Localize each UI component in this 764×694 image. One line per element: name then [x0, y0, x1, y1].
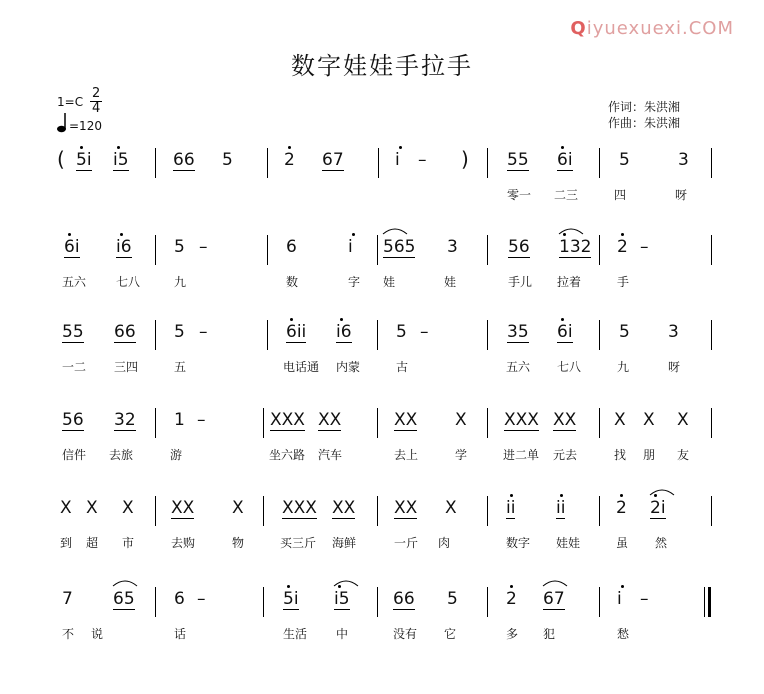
repeat-parenthesis: )	[461, 147, 469, 171]
note: 66	[393, 589, 415, 609]
note: 2	[284, 150, 295, 170]
lyric: 古	[396, 360, 409, 374]
bar-line	[599, 496, 600, 526]
note: 6	[286, 237, 297, 257]
octave-dot	[561, 146, 564, 149]
note: X	[122, 498, 134, 518]
octave-dot	[399, 146, 402, 149]
lyric: 一斤	[394, 536, 419, 550]
bar-line	[711, 496, 712, 526]
note: X	[445, 498, 457, 518]
octave-dot	[560, 494, 563, 497]
note: XX	[394, 498, 418, 518]
lyric: 中	[336, 627, 349, 641]
bar-line	[711, 408, 712, 438]
note: 132	[559, 237, 592, 257]
note: 5i	[283, 589, 299, 609]
bar-line	[711, 148, 712, 178]
note: 5i	[76, 150, 92, 170]
octave-dot	[68, 233, 71, 236]
time-signature-top: 2	[92, 86, 101, 101]
note: 67	[322, 150, 344, 170]
lyric: 呀	[668, 360, 681, 374]
octave-dot	[288, 146, 291, 149]
bar-line	[263, 587, 264, 617]
lyric: 游	[170, 448, 183, 462]
note: XX	[318, 410, 342, 430]
lyric: 去旅	[109, 448, 134, 462]
lyric: 五六	[62, 275, 87, 289]
lyric: 买三斤	[280, 536, 317, 550]
note: XX	[171, 498, 195, 518]
lyric: 海鲜	[332, 536, 357, 550]
slur-arc	[648, 486, 676, 496]
lyric: 说	[91, 627, 104, 641]
lyric: 内蒙	[336, 360, 361, 374]
bar-line	[487, 587, 488, 617]
bar-line	[155, 235, 156, 265]
lyric: 电话通	[283, 360, 320, 374]
lyric: 物	[232, 536, 245, 550]
lyric: 生活	[283, 627, 308, 641]
lyric: 找	[614, 448, 627, 462]
note: X	[455, 410, 467, 430]
lyric: 话	[174, 627, 187, 641]
lyric: 呀	[675, 188, 688, 202]
bar-line	[487, 320, 488, 350]
lyric: 娃	[383, 275, 396, 289]
octave-dot	[340, 318, 343, 321]
lyric: 数	[286, 275, 299, 289]
slur-arc	[557, 225, 585, 235]
tempo-marking: =120	[69, 119, 102, 133]
lyric: 到	[60, 536, 73, 550]
note: 2i	[650, 498, 666, 518]
lyric: 市	[122, 536, 135, 550]
lyric: 多	[506, 627, 519, 641]
composer: 作曲：朱洪湘	[608, 116, 681, 130]
note: 5	[619, 150, 630, 170]
lyric: 手儿	[508, 275, 533, 289]
note: –	[640, 589, 649, 609]
note: XX	[553, 410, 577, 430]
bar-line	[155, 496, 156, 526]
lyric: 零一	[507, 188, 532, 202]
note: XXX	[270, 410, 305, 430]
lyric: 七八	[116, 275, 141, 289]
note: 7	[62, 589, 73, 609]
note: ii	[506, 498, 516, 518]
bar-line	[267, 235, 268, 265]
note: i	[348, 237, 353, 257]
note: XXX	[504, 410, 539, 430]
note: 6	[174, 589, 185, 609]
lyric: 娃	[444, 275, 457, 289]
note: 5	[396, 322, 407, 342]
note: i6	[336, 322, 352, 342]
octave-dot	[621, 233, 624, 236]
lyric: 三四	[114, 360, 139, 374]
note: i5	[334, 589, 350, 609]
note: –	[420, 322, 429, 342]
octave-dot	[510, 494, 513, 497]
quarter-note-icon	[56, 112, 70, 138]
note: 6i	[64, 237, 80, 257]
bar-line	[599, 148, 600, 178]
lyric: 手	[617, 275, 630, 289]
octave-dot	[620, 494, 623, 497]
bar-line	[487, 235, 488, 265]
octave-dot	[80, 146, 83, 149]
time-signature-bottom: 4	[92, 101, 101, 116]
note: –	[197, 410, 206, 430]
lyric: 四	[614, 188, 627, 202]
site-watermark: Qiyuexuexi.COM	[570, 18, 734, 39]
bar-line	[263, 408, 264, 438]
bar-line	[377, 320, 378, 350]
credits	[608, 99, 680, 131]
lyric: 九	[174, 275, 187, 289]
octave-dot	[510, 585, 513, 588]
note: 5	[174, 237, 185, 257]
bar-line	[487, 408, 488, 438]
lyric: 字	[348, 275, 361, 289]
note: 6ii	[286, 322, 307, 342]
note: 3	[668, 322, 679, 342]
note: 5	[174, 322, 185, 342]
lyric: 肉	[438, 536, 451, 550]
lyric: 二三	[554, 188, 579, 202]
bar-line	[377, 587, 378, 617]
octave-dot	[120, 233, 123, 236]
note: –	[418, 150, 427, 170]
octave-dot	[621, 585, 624, 588]
lyric: 九	[617, 360, 630, 374]
note: 2	[506, 589, 517, 609]
bar-line	[155, 587, 156, 617]
lyric: 坐六路	[269, 448, 306, 462]
note: X	[60, 498, 72, 518]
note: 5	[222, 150, 233, 170]
octave-dot	[290, 318, 293, 321]
bar-line	[487, 148, 488, 178]
bar-line	[377, 496, 378, 526]
lyric: 不	[62, 627, 75, 641]
note: XX	[332, 498, 356, 518]
octave-dot	[561, 318, 564, 321]
note: 6i	[557, 322, 573, 342]
bar-line	[267, 320, 268, 350]
lyric: 没有	[393, 627, 418, 641]
note: XX	[394, 410, 418, 430]
note: i	[617, 589, 622, 609]
note: 56	[62, 410, 84, 430]
lyric: 五	[174, 360, 187, 374]
key-signature: 1=C	[57, 95, 84, 109]
note: 3	[447, 237, 458, 257]
octave-dot	[117, 146, 120, 149]
note: 55	[62, 322, 84, 342]
lyric: 去上	[394, 448, 419, 462]
slur-arc	[332, 577, 360, 587]
bar-line	[711, 320, 712, 350]
bar-line	[378, 148, 379, 178]
bar-line	[155, 320, 156, 350]
bar-line	[711, 235, 712, 265]
note: 66	[114, 322, 136, 342]
bar-line	[599, 587, 600, 617]
note: 5	[619, 322, 630, 342]
lyric: 汽车	[318, 448, 343, 462]
slur-arc	[541, 577, 569, 587]
lyric: 愁	[617, 627, 630, 641]
repeat-parenthesis: (	[57, 147, 65, 171]
final-bar-line	[704, 587, 705, 617]
lyric: 元去	[553, 448, 578, 462]
bar-line	[377, 408, 378, 438]
note: X	[677, 410, 689, 430]
note: 55	[507, 150, 529, 170]
bar-line	[263, 496, 264, 526]
bar-line	[155, 148, 156, 178]
note: 32	[114, 410, 136, 430]
note: 1	[174, 410, 185, 430]
lyric: 友	[677, 448, 690, 462]
lyric: 进二单	[503, 448, 540, 462]
note: i	[395, 150, 400, 170]
note: 67	[543, 589, 565, 609]
octave-dot	[338, 585, 341, 588]
note: i5	[113, 150, 129, 170]
note: –	[199, 237, 208, 257]
octave-dot	[563, 233, 566, 236]
bar-line	[599, 320, 600, 350]
note: 2	[616, 498, 627, 518]
lyric: 娃娃	[556, 536, 581, 550]
lyric: 五六	[506, 360, 531, 374]
lyric: 它	[444, 627, 457, 641]
note: i6	[116, 237, 132, 257]
bar-line	[267, 148, 268, 178]
lyric: 超	[86, 536, 99, 550]
note: 565	[383, 237, 416, 257]
note: –	[640, 237, 649, 257]
note: X	[643, 410, 655, 430]
lyric: 信件	[62, 448, 87, 462]
bar-line	[599, 408, 600, 438]
bar-line	[155, 408, 156, 438]
note: ii	[556, 498, 566, 518]
lyric: 犯	[543, 627, 556, 641]
note: 5	[447, 589, 458, 609]
bar-line	[599, 235, 600, 265]
slur-arc	[111, 577, 139, 587]
bar-line	[708, 587, 711, 617]
note: –	[197, 589, 206, 609]
bar-line	[377, 235, 378, 265]
lyric: 七八	[557, 360, 582, 374]
note: 3	[678, 150, 689, 170]
lyric: 去购	[171, 536, 196, 550]
lyric: 学	[455, 448, 468, 462]
note: 65	[113, 589, 135, 609]
note: 2	[617, 237, 628, 257]
note: X	[614, 410, 626, 430]
lyricist: 作词：朱洪湘	[608, 100, 681, 114]
lyric: 拉着	[557, 275, 582, 289]
note: 35	[507, 322, 529, 342]
octave-dot	[287, 585, 290, 588]
lyric: 朋	[643, 448, 656, 462]
lyric: 一二	[62, 360, 87, 374]
note: X	[86, 498, 98, 518]
lyric: 数字	[506, 536, 531, 550]
lyric: 虽	[616, 536, 629, 550]
octave-dot	[352, 233, 355, 236]
lyric: 然	[655, 536, 668, 550]
note: XXX	[282, 498, 317, 518]
bar-line	[487, 496, 488, 526]
song-title: 数字娃娃手拉手	[291, 52, 473, 80]
note: –	[199, 322, 208, 342]
note: 66	[173, 150, 195, 170]
note: 6i	[557, 150, 573, 170]
note: 56	[508, 237, 530, 257]
note: X	[232, 498, 244, 518]
slur-arc	[381, 225, 409, 235]
octave-dot	[654, 494, 657, 497]
